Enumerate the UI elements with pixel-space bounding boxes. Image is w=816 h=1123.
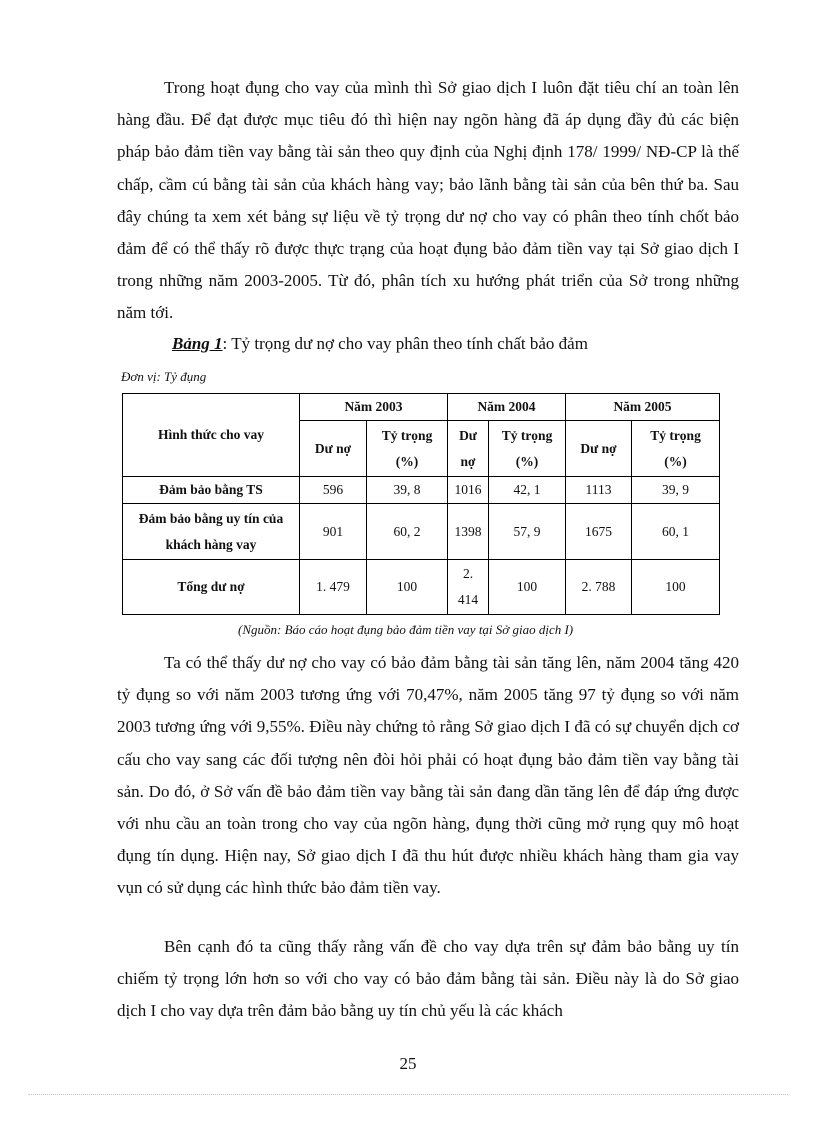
table-cell: 596 (300, 477, 367, 504)
unit-note: Đơn vị: Tỷ đụng (121, 369, 207, 384)
table-cell: 2. 788 (566, 560, 632, 615)
table-cell: 100 (367, 560, 448, 615)
subheader-share-2004-l2: (%) (515, 453, 539, 469)
row-label: Đảm bảo bằng TS (123, 477, 300, 504)
subheader-share-2005-l2: (%) (664, 453, 687, 469)
subheader-balance-2004-l2: nợ (460, 453, 476, 469)
paragraph-intro-text: Trong hoạt đụng cho vay của mình thì Sở giao dịch I luôn đặt tiêu chí an toàn lên hàng đầu. Để đạt được mục tiêu đó thì hiện nay ngõn hàng đã áp dụng đầy đủ các biện pháp bảo đảm tiền vay bằng tài sản theo quy định của Nghị định 178/ 1999/ NĐ-CP là thế chấp, cầm cú bằng tài sản của khách hàng vay; bảo lãnh bằng tài sản của bên thứ ba. Sau đây chúng ta xem xét bảng sự liệu về tỷ trọng dư nợ cho vay có phân theo tính chốt bảo đảm để có thể thấy rõ được thực trạng của hoạt đụng bảo đảm tiền vay tại Sở giao dịch I trong những năm 2003-2005. Từ đó, phân tích xu hướng phát triển của Sở trong những năm tới. (117, 78, 739, 323)
table-cell: 901 (300, 504, 367, 560)
subheader-share-2003-l1: Tỷ trọng (381, 427, 433, 443)
table-cell: 57, 9 (489, 504, 566, 560)
table-row (123, 560, 720, 615)
row-label: Tổng dư nợ (123, 560, 300, 615)
table-cell: 1113 (566, 477, 632, 504)
header-year-2005: Năm 2005 (566, 394, 720, 421)
header-year-2003: Năm 2003 (300, 394, 448, 421)
paragraph-intro (117, 72, 739, 330)
paragraph-analysis (117, 647, 739, 905)
loan-structure-table (122, 393, 720, 615)
subheader-share-2004-l1: Tỷ trọng (501, 427, 553, 443)
table-row (123, 477, 720, 504)
header-year-2004: Năm 2004 (448, 394, 566, 421)
table-row (123, 504, 720, 560)
table-caption-text: : Tỷ trọng dư nợ cho vay phân theo tính chất bảo đảm (222, 334, 588, 353)
table-cell: 42, 1 (489, 477, 566, 504)
subheader-share-2004 (489, 421, 566, 477)
table-cell: 39, 9 (632, 477, 720, 504)
subheader-share-2003-l2: (%) (395, 453, 419, 469)
table-source-note: (Nguồn: Báo cáo hoạt đụng bảo đảm tiền vay tại Sở giao dịch I) (238, 622, 574, 637)
table-cell: 39, 8 (367, 477, 448, 504)
table-cell: 1. 479 (300, 560, 367, 615)
table-cell: 2. 414 (448, 560, 489, 615)
subheader-share-2003 (367, 421, 448, 477)
table-cell: 1016 (448, 477, 489, 504)
table-cell: 60, 1 (632, 504, 720, 560)
subheader-balance-2004-l1: Dư (459, 427, 477, 443)
row-label: Đảm bảo bằng uy tín của khách hàng vay (123, 504, 300, 560)
table-caption-label: Bảng 1 (172, 334, 223, 353)
subheader-share-2005 (632, 421, 720, 477)
paragraph-conclusion (117, 931, 739, 1028)
table-cell: 1398 (448, 504, 489, 560)
table-caption (172, 332, 588, 356)
subheader-balance-2003: Dư nợ (300, 421, 367, 477)
subheader-balance-2004 (448, 421, 489, 477)
table-cell: 60, 2 (367, 504, 448, 560)
subheader-balance-2005: Dư nợ (566, 421, 632, 477)
paragraph-analysis-text: Ta có thể thấy dư nợ cho vay có bảo đảm bằng tài sản tăng lên, năm 2004 tăng 420 tỷ đụng so với năm 2003 tương ứng với 70,47%, năm 2005 tăng 97 tỷ đụng so với năm 2003 tương ứng với 9,55%. Điều này chứng tỏ rằng Sở giao dịch I đã có sự chuyển dịch cơ cấu cho vay sang các đối tượng nên đòi hỏi phải có hoạt đụng bảo đảm tiền vay bằng tài sản. Do đó, ở Sở vấn đề bảo đảm tiền vay bằng tài sản đang dần tăng lên để đáp ứng được với nhu cầu an toàn trong cho vay của ngõn hàng, đụng thời cũng mở rụng quy mô hoạt đụng tín dụng. Hiện nay, Sở giao dịch I đã thu hút được nhiều khách hàng tham gia vay vụn có sử dụng các hình thức bảo đảm tiền vay. (117, 653, 739, 898)
table-cell: 100 (489, 560, 566, 615)
page-number: 25 (399, 1054, 417, 1073)
subheader-share-2005-l1: Tỷ trọng (650, 427, 701, 443)
paragraph-conclusion-text: Bên cạnh đó ta cũng thấy rằng vấn đề cho vay dựa trên sự đảm bảo bằng uy tín chiếm tỷ trọng lớn hơn so với cho vay có bảo đảm bằng tài sản. Điều này là do Sở giao dịch I cho vay dựa trên đảm bảo bằng uy tín chủ yếu là các khách (117, 937, 739, 1021)
footer-divider (28, 1094, 788, 1095)
table-cell: 100 (632, 560, 720, 615)
header-loan-form: Hình thức cho vay (123, 394, 300, 477)
table-cell: 1675 (566, 504, 632, 560)
table-header-row (123, 394, 720, 421)
